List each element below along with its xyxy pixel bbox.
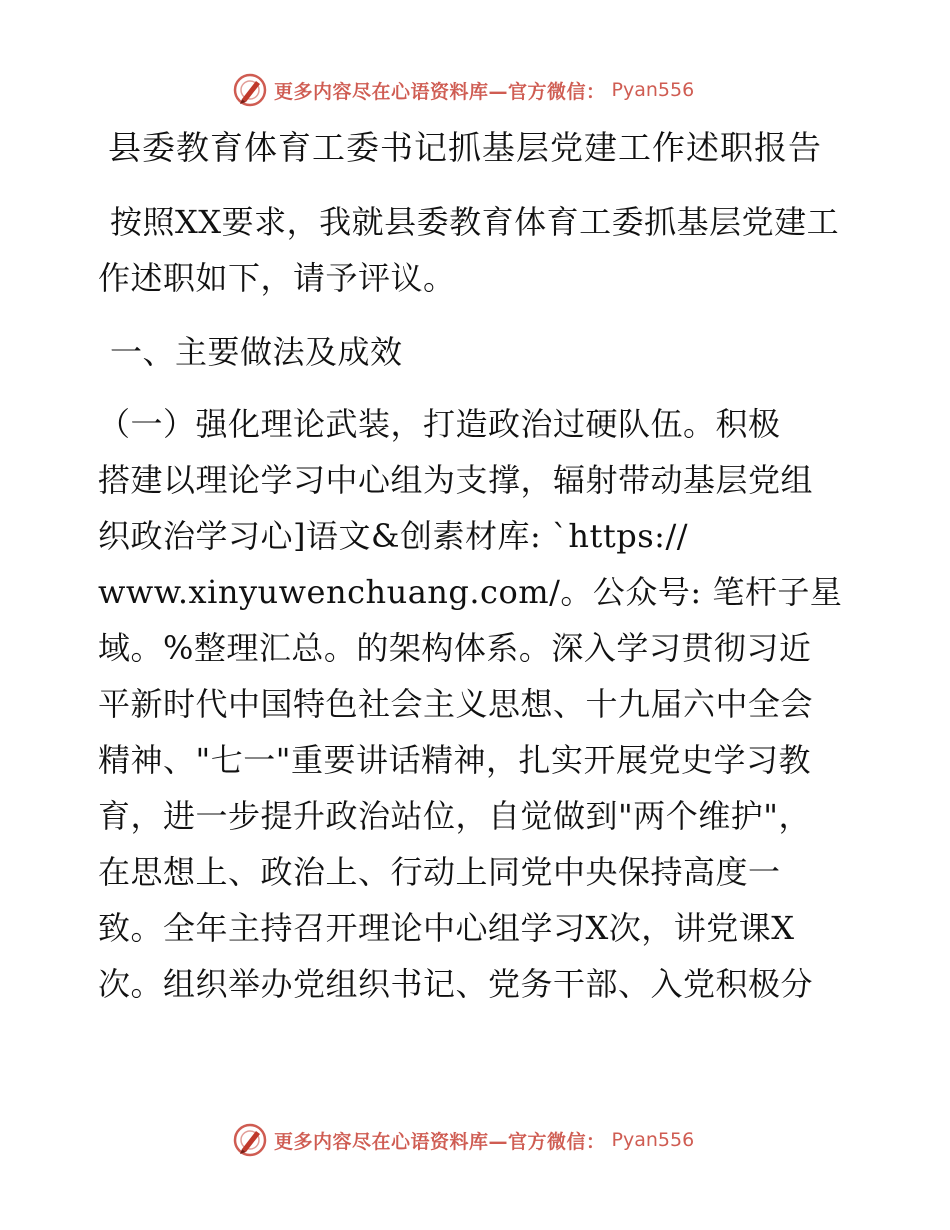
document-body bbox=[98, 194, 858, 1012]
header-slogan: 更多内容尽在心语资料库—官方微信： bbox=[274, 80, 606, 103]
section-heading: 一、主要做法及成效 bbox=[110, 333, 403, 371]
footer-banner bbox=[232, 1120, 694, 1160]
pen-logo-icon bbox=[232, 1122, 268, 1158]
section-paragraph: （一）强化理论武装，打造政治过硬队伍。积极 搭建以理论学习中心组为支撑，辐射带动基层党组 织政治学习心]语文&创素材库: `https:// www.xinyuwenchuang.com/。公众号: 笔杆子星 域。%整理汇总。的架构体系。深入学习贯彻习近 平新时代中国特色社会主义思想、十九届六中全会 精神、"七一"重要讲话精神，扎实开展党史学习教 育，进一步提升政治站位，自觉做到"两个维护"， 在思想上、政治上、行动上同党中央保持高度一 致。全年主持召开理论中心组学习X次，讲党课X 次。组织举办党组织书记、党务干部、入党积极分 bbox=[98, 405, 843, 1003]
document-title: 县委教育体育工委书记抓基层党建工作述职报告 bbox=[108, 128, 822, 167]
header-wechat-id: Pyan556 bbox=[611, 79, 695, 101]
footer-slogan: 更多内容尽在心语资料库—官方微信： bbox=[274, 1130, 606, 1153]
pen-logo-icon bbox=[232, 72, 268, 108]
footer-wechat-id: Pyan556 bbox=[611, 1129, 695, 1151]
header-banner bbox=[232, 70, 694, 110]
intro-paragraph: 按照XX要求，我就县委教育体育工委抓基层党建工作述职如下，请予评议。 bbox=[98, 203, 840, 297]
